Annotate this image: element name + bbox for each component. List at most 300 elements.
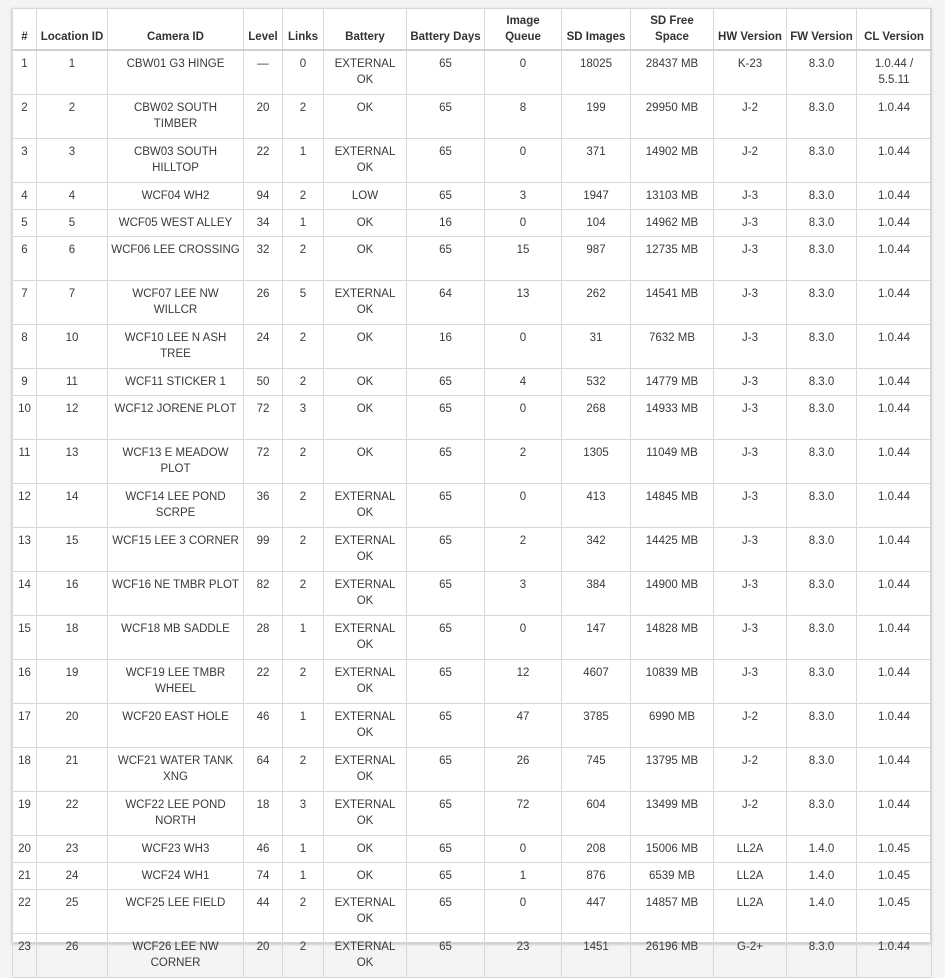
cell-image-queue: 2 [485,528,562,572]
cell-row-number: 15 [13,616,37,660]
cell-hw-version: G-2+ [714,934,787,978]
cell-links: 1 [283,836,324,863]
cell-image-queue: 3 [485,183,562,210]
cell-level: 22 [244,139,283,183]
cell-level: 22 [244,660,283,704]
column-header-level: Level [244,9,283,51]
cell-hw-version: J-3 [714,237,787,281]
cell-links: 2 [283,660,324,704]
cell-sd-images: 745 [562,748,631,792]
cell-image-queue: 2 [485,440,562,484]
column-header-sd-free-space: SD Free Space [631,9,714,51]
cell-battery: EXTERNAL OK [324,139,407,183]
cell-links: 2 [283,572,324,616]
cell-location-id: 20 [37,704,108,748]
cell-battery: EXTERNAL OK [324,50,407,95]
cell-image-queue: 15 [485,237,562,281]
cell-sd-images: 1305 [562,440,631,484]
cell-location-id: 15 [37,528,108,572]
cell-battery-days: 16 [407,210,485,237]
cell-location-id: 5 [37,210,108,237]
cell-cl-version: 1.0.44 [857,660,932,704]
cell-cl-version: 1.0.44 [857,281,932,325]
cell-cl-version: 1.0.44 [857,237,932,281]
cell-hw-version: LL2A [714,890,787,934]
cell-location-id: 11 [37,369,108,396]
cell-sd-free-space: 13103 MB [631,183,714,210]
cell-fw-version: 8.3.0 [787,704,857,748]
cell-location-id: 10 [37,325,108,369]
cell-battery-days: 65 [407,748,485,792]
cell-fw-version: 8.3.0 [787,660,857,704]
cell-camera-id: WCF24 WH1 [108,863,244,890]
cell-camera-id: WCF16 NE TMBR PLOT [108,572,244,616]
table-row [13,139,932,183]
cell-battery: EXTERNAL OK [324,616,407,660]
cell-level: 20 [244,95,283,139]
cell-row-number: 6 [13,237,37,281]
cell-links: 5 [283,281,324,325]
cell-sd-free-space: 14962 MB [631,210,714,237]
cell-battery-days: 64 [407,281,485,325]
cell-level: 46 [244,836,283,863]
column-header-location-id: Location ID [37,9,108,51]
cell-sd-images: 4607 [562,660,631,704]
cell-row-number: 7 [13,281,37,325]
cell-hw-version: J-3 [714,281,787,325]
cell-fw-version: 8.3.0 [787,325,857,369]
cell-battery-days: 65 [407,183,485,210]
cell-sd-images: 1947 [562,183,631,210]
cell-sd-free-space: 14900 MB [631,572,714,616]
cell-battery: OK [324,325,407,369]
cell-battery-days: 65 [407,863,485,890]
cell-battery: EXTERNAL OK [324,934,407,978]
cell-sd-free-space: 6990 MB [631,704,714,748]
cell-sd-free-space: 14857 MB [631,890,714,934]
cell-battery: EXTERNAL OK [324,660,407,704]
cell-row-number: 3 [13,139,37,183]
cell-camera-id: WCF12 JORENE PLOT [108,396,244,440]
cell-hw-version: J-2 [714,95,787,139]
cell-level: 36 [244,484,283,528]
table-row [13,836,932,863]
cell-camera-id: CBW02 SOUTH TIMBER [108,95,244,139]
cell-battery: EXTERNAL OK [324,484,407,528]
cell-image-queue: 47 [485,704,562,748]
cell-battery-days: 65 [407,616,485,660]
cell-fw-version: 8.3.0 [787,237,857,281]
cell-sd-free-space: 14845 MB [631,484,714,528]
cell-battery: LOW [324,183,407,210]
cell-links: 2 [283,484,324,528]
cell-sd-images: 268 [562,396,631,440]
cell-level: 94 [244,183,283,210]
cell-sd-free-space: 14828 MB [631,616,714,660]
camera-status-panel [12,8,931,969]
cell-camera-id: WCF23 WH3 [108,836,244,863]
cell-row-number: 8 [13,325,37,369]
cell-sd-images: 532 [562,369,631,396]
cell-level: 24 [244,325,283,369]
cell-sd-free-space: 6539 MB [631,863,714,890]
cell-battery: EXTERNAL OK [324,572,407,616]
cell-cl-version: 1.0.44 [857,95,932,139]
cell-camera-id: WCF13 E MEADOW PLOT [108,440,244,484]
cell-links: 3 [283,396,324,440]
cell-fw-version: 8.3.0 [787,210,857,237]
cell-row-number: 2 [13,95,37,139]
cell-image-queue: 23 [485,934,562,978]
cell-cl-version: 1.0.44 [857,528,932,572]
cell-cl-version: 1.0.44 [857,440,932,484]
cell-row-number: 22 [13,890,37,934]
cell-hw-version: LL2A [714,836,787,863]
cell-camera-id: WCF04 WH2 [108,183,244,210]
table-row [13,50,932,95]
table-row [13,616,932,660]
cell-battery-days: 65 [407,95,485,139]
column-header-battery: Battery [324,9,407,51]
cell-camera-id: WCF15 LEE 3 CORNER [108,528,244,572]
cell-level: 46 [244,704,283,748]
table-row [13,183,932,210]
table-row [13,396,932,440]
cell-camera-id: WCF26 LEE NW CORNER [108,934,244,978]
cell-links: 1 [283,863,324,890]
cell-image-queue: 0 [485,396,562,440]
cell-fw-version: 8.3.0 [787,95,857,139]
cell-fw-version: 8.3.0 [787,528,857,572]
cell-hw-version: J-3 [714,396,787,440]
cell-battery: OK [324,369,407,396]
cell-battery: OK [324,210,407,237]
cell-camera-id: WCF14 LEE POND SCRPE [108,484,244,528]
table-row [13,440,932,484]
table-row [13,281,932,325]
table-row [13,210,932,237]
cell-sd-images: 104 [562,210,631,237]
cell-sd-free-space: 13795 MB [631,748,714,792]
cell-battery-days: 65 [407,396,485,440]
cell-level: 18 [244,792,283,836]
cell-sd-free-space: 14779 MB [631,369,714,396]
cell-location-id: 22 [37,792,108,836]
cell-image-queue: 0 [485,616,562,660]
cell-location-id: 6 [37,237,108,281]
column-header-links: Links [283,9,324,51]
cell-level: 50 [244,369,283,396]
column-header-fw-version: FW Version [787,9,857,51]
cell-hw-version: J-3 [714,325,787,369]
cell-battery: EXTERNAL OK [324,281,407,325]
cell-fw-version: 8.3.0 [787,281,857,325]
cell-row-number: 23 [13,934,37,978]
table-row [13,704,932,748]
cell-battery: EXTERNAL OK [324,528,407,572]
cell-sd-free-space: 26196 MB [631,934,714,978]
cell-hw-version: J-3 [714,440,787,484]
cell-level: 26 [244,281,283,325]
cell-location-id: 7 [37,281,108,325]
cell-camera-id: WCF18 MB SADDLE [108,616,244,660]
cell-location-id: 21 [37,748,108,792]
cell-sd-free-space: 14541 MB [631,281,714,325]
cell-sd-images: 604 [562,792,631,836]
cell-sd-images: 384 [562,572,631,616]
cell-image-queue: 12 [485,660,562,704]
cell-level: 32 [244,237,283,281]
cell-cl-version: 1.0.44 [857,325,932,369]
column-header-sd-images: SD Images [562,9,631,51]
cell-location-id: 18 [37,616,108,660]
cell-sd-free-space: 13499 MB [631,792,714,836]
cell-level: 82 [244,572,283,616]
cell-sd-free-space: 14425 MB [631,528,714,572]
cell-row-number: 16 [13,660,37,704]
cell-row-number: 19 [13,792,37,836]
cell-battery-days: 65 [407,572,485,616]
cell-links: 2 [283,95,324,139]
cell-level: 99 [244,528,283,572]
cell-location-id: 2 [37,95,108,139]
cell-image-queue: 0 [485,325,562,369]
column-header-image-queue: Image Queue [485,9,562,51]
cell-hw-version: LL2A [714,863,787,890]
cell-sd-free-space: 12735 MB [631,237,714,281]
cell-links: 2 [283,237,324,281]
cell-fw-version: 8.3.0 [787,183,857,210]
cell-level: 72 [244,440,283,484]
cell-cl-version: 1.0.44 [857,572,932,616]
cell-battery-days: 65 [407,890,485,934]
cell-location-id: 4 [37,183,108,210]
cell-cl-version: 1.0.44 [857,183,932,210]
cell-sd-free-space: 28437 MB [631,50,714,95]
cell-hw-version: J-3 [714,183,787,210]
cell-sd-images: 208 [562,836,631,863]
cell-fw-version: 1.4.0 [787,890,857,934]
cell-battery: OK [324,95,407,139]
cell-cl-version: 1.0.44 [857,210,932,237]
cell-links: 2 [283,890,324,934]
cell-location-id: 16 [37,572,108,616]
table-row [13,934,932,978]
cell-row-number: 11 [13,440,37,484]
cell-cl-version: 1.0.44 [857,704,932,748]
cell-hw-version: J-2 [714,704,787,748]
cell-hw-version: J-3 [714,528,787,572]
cell-links: 1 [283,616,324,660]
camera-status-table [12,8,932,978]
cell-battery: OK [324,396,407,440]
cell-battery: OK [324,863,407,890]
cell-sd-free-space: 10839 MB [631,660,714,704]
cell-battery-days: 65 [407,528,485,572]
cell-battery: EXTERNAL OK [324,792,407,836]
cell-fw-version: 8.3.0 [787,440,857,484]
cell-camera-id: WCF22 LEE POND NORTH [108,792,244,836]
cell-battery-days: 65 [407,484,485,528]
cell-sd-images: 147 [562,616,631,660]
cell-row-number: 9 [13,369,37,396]
cell-battery-days: 65 [407,660,485,704]
cell-row-number: 17 [13,704,37,748]
cell-battery: EXTERNAL OK [324,890,407,934]
cell-cl-version: 1.0.44 [857,484,932,528]
cell-fw-version: 8.3.0 [787,484,857,528]
cell-camera-id: CBW01 G3 HINGE [108,50,244,95]
cell-sd-images: 1451 [562,934,631,978]
cell-location-id: 19 [37,660,108,704]
cell-row-number: 5 [13,210,37,237]
cell-hw-version: K-23 [714,50,787,95]
cell-sd-free-space: 11049 MB [631,440,714,484]
cell-hw-version: J-3 [714,210,787,237]
cell-level: 20 [244,934,283,978]
cell-camera-id: WCF06 LEE CROSSING [108,237,244,281]
cell-cl-version: 1.0.44 [857,748,932,792]
table-row [13,572,932,616]
table-row [13,890,932,934]
cell-level: 28 [244,616,283,660]
cell-image-queue: 4 [485,369,562,396]
cell-cl-version: 1.0.44 [857,396,932,440]
cell-links: 2 [283,183,324,210]
cell-image-queue: 0 [485,484,562,528]
cell-fw-version: 8.3.0 [787,934,857,978]
cell-links: 2 [283,748,324,792]
cell-sd-images: 31 [562,325,631,369]
cell-links: 2 [283,369,324,396]
cell-location-id: 3 [37,139,108,183]
cell-sd-free-space: 14933 MB [631,396,714,440]
column-header-battery-days: Battery Days [407,9,485,51]
cell-row-number: 10 [13,396,37,440]
cell-cl-version: 1.0.45 [857,863,932,890]
cell-camera-id: WCF20 EAST HOLE [108,704,244,748]
cell-location-id: 12 [37,396,108,440]
cell-links: 2 [283,325,324,369]
cell-image-queue: 0 [485,139,562,183]
table-row [13,237,932,281]
cell-battery-days: 65 [407,139,485,183]
cell-hw-version: J-3 [714,484,787,528]
cell-links: 1 [283,139,324,183]
table-row [13,748,932,792]
cell-battery-days: 65 [407,369,485,396]
cell-links: 1 [283,210,324,237]
cell-camera-id: WCF21 WATER TANK XNG [108,748,244,792]
cell-row-number: 21 [13,863,37,890]
cell-sd-images: 18025 [562,50,631,95]
cell-battery: EXTERNAL OK [324,748,407,792]
cell-row-number: 13 [13,528,37,572]
cell-sd-images: 262 [562,281,631,325]
cell-cl-version: 1.0.44 [857,792,932,836]
cell-fw-version: 1.4.0 [787,836,857,863]
cell-hw-version: J-3 [714,369,787,396]
cell-battery-days: 65 [407,237,485,281]
table-row [13,95,932,139]
cell-sd-free-space: 7632 MB [631,325,714,369]
cell-row-number: 12 [13,484,37,528]
column-header-camera-id: Camera ID [108,9,244,51]
table-row [13,863,932,890]
cell-image-queue: 3 [485,572,562,616]
cell-sd-images: 371 [562,139,631,183]
cell-links: 0 [283,50,324,95]
cell-location-id: 25 [37,890,108,934]
cell-camera-id: WCF11 STICKER 1 [108,369,244,396]
cell-sd-images: 987 [562,237,631,281]
column-header-row-number: # [13,9,37,51]
cell-links: 3 [283,792,324,836]
cell-sd-images: 3785 [562,704,631,748]
cell-cl-version: 1.0.44 [857,934,932,978]
cell-cl-version: 1.0.45 [857,890,932,934]
table-body [13,50,932,978]
cell-row-number: 1 [13,50,37,95]
cell-battery-days: 65 [407,440,485,484]
cell-cl-version: 1.0.44 [857,369,932,396]
table-row [13,792,932,836]
cell-camera-id: WCF07 LEE NW WILLCR [108,281,244,325]
cell-battery: OK [324,237,407,281]
cell-location-id: 24 [37,863,108,890]
cell-row-number: 20 [13,836,37,863]
cell-sd-images: 199 [562,95,631,139]
cell-image-queue: 72 [485,792,562,836]
cell-hw-version: J-3 [714,660,787,704]
cell-level: 72 [244,396,283,440]
cell-image-queue: 13 [485,281,562,325]
cell-image-queue: 0 [485,50,562,95]
cell-hw-version: J-2 [714,139,787,183]
cell-battery-days: 65 [407,50,485,95]
cell-fw-version: 8.3.0 [787,396,857,440]
cell-sd-images: 876 [562,863,631,890]
cell-image-queue: 0 [485,890,562,934]
cell-links: 1 [283,704,324,748]
table-row [13,660,932,704]
cell-fw-version: 8.3.0 [787,792,857,836]
table-row [13,325,932,369]
cell-image-queue: 0 [485,836,562,863]
cell-battery-days: 65 [407,836,485,863]
cell-fw-version: 8.3.0 [787,748,857,792]
cell-level: 64 [244,748,283,792]
cell-battery: OK [324,836,407,863]
cell-hw-version: J-2 [714,748,787,792]
cell-fw-version: 8.3.0 [787,616,857,660]
cell-hw-version: J-3 [714,572,787,616]
cell-row-number: 4 [13,183,37,210]
cell-location-id: 1 [37,50,108,95]
column-header-hw-version: HW Version [714,9,787,51]
cell-camera-id: WCF19 LEE TMBR WHEEL [108,660,244,704]
cell-battery-days: 65 [407,792,485,836]
cell-fw-version: 8.3.0 [787,369,857,396]
cell-links: 2 [283,528,324,572]
cell-links: 2 [283,440,324,484]
cell-camera-id: WCF10 LEE N ASH TREE [108,325,244,369]
cell-camera-id: WCF05 WEST ALLEY [108,210,244,237]
cell-sd-free-space: 29950 MB [631,95,714,139]
cell-cl-version: 1.0.44 [857,139,932,183]
cell-battery: EXTERNAL OK [324,704,407,748]
cell-hw-version: J-3 [714,616,787,660]
